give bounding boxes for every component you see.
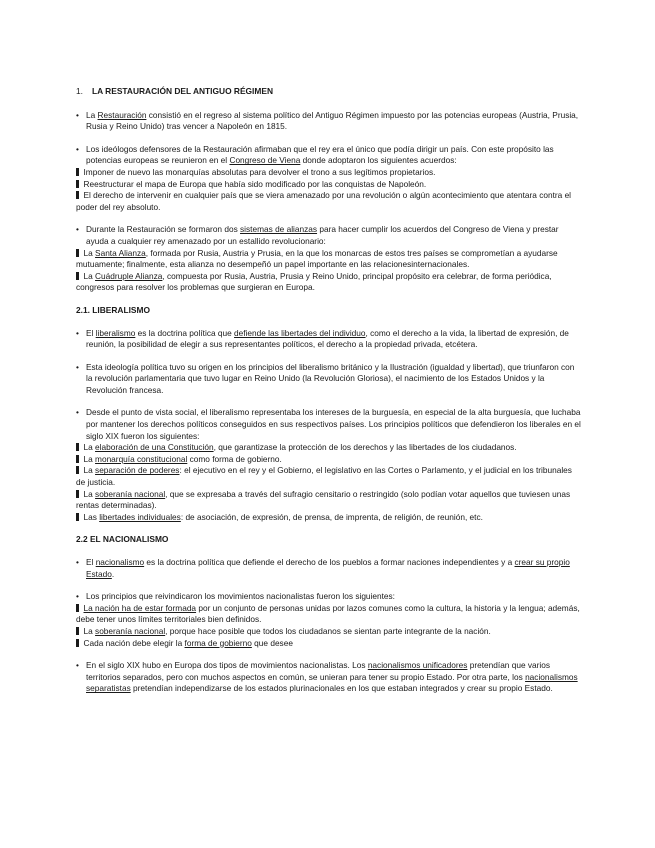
sub-item: La separación de poderes: el ejecutivo en el rey y el Gobierno, el legislativo en las Cortes o Parlamento, y el judicial en los tribunales de justicia. [76, 465, 572, 488]
bullet-origen [76, 362, 583, 397]
section-1-heading [76, 86, 583, 98]
sub-item: La soberanía nacional, porque hace posible que todos los ciudadanos se sientan parte integrante de la nación. [76, 626, 583, 638]
sub-item: La soberanía nacional, que se expresaba a través del sufragio censitario o restringido (solo podían votar aquellos que tuviesen unas rentas determinadas). [76, 488, 571, 511]
marker-icon [76, 639, 79, 647]
sub-item: Cada nación debe elegir la forma de gobierno que desee [76, 638, 583, 650]
term-crear-estado: crear su propio Estado [86, 557, 570, 579]
term-santa-alianza: Santa Alianza [95, 247, 146, 258]
marker-icon [76, 168, 79, 176]
term-unificadores: nacionalismos unificadores [367, 660, 468, 671]
section-2-1-heading: 2.1. LIBERALISMO [76, 304, 150, 315]
sub-item: La Cuádruple Alianza, compuesta por Rusia, Austria, Prusia y Reino Unido, principal propósito era celebrar, de forma periódica, congresos para resolver los problemas que surgieran en Europa. [76, 270, 552, 293]
bullet-text: Durante la Restauración se formaron dos sistemas de alianzas para hacer cumplir los acuerdos del Congreso de Viena y prestar ayuda a cualquier rey amenazado por un estallido revolucionario: [86, 224, 559, 246]
bullet-icon: • [76, 407, 79, 418]
bullet-icon: • [76, 591, 79, 602]
term-soberania-nacional: soberanía nacional [95, 625, 166, 636]
sub-item: La nación ha de estar formada por un conjunto de personas unidas por lazos comunes como la cultura, la historia y la lengua; además, debe tener unos límites territoriales bien definidos. [76, 602, 580, 625]
marker-icon [76, 455, 79, 463]
marker-icon [76, 604, 79, 612]
bullet-icon: • [76, 109, 79, 120]
sub-item: La elaboración de una Constitución, que garantizase la protección de los derechos y las libertades de los ciudadanos. [76, 442, 583, 454]
group-alianzas [76, 224, 583, 294]
bullet-alianzas [76, 224, 583, 247]
section-2-2-heading: 2.2 EL NACIONALISMO [76, 534, 169, 545]
term-restauracion: Restauración [97, 109, 147, 120]
marker-icon [76, 466, 79, 474]
marker-icon [76, 249, 79, 257]
term-nacion-formada: La nación ha de estar formada [83, 602, 197, 613]
marker-icon [76, 191, 79, 199]
bullet-icon: • [76, 361, 79, 372]
bullet-ideologos [76, 144, 583, 167]
marker-icon [76, 627, 79, 635]
term-cuadruple-alianza: Cuádruple Alianza [95, 270, 163, 281]
term-congreso-viena: Congreso de Viena [229, 155, 301, 166]
bullet-liberalismo [76, 328, 583, 351]
bullet-restauracion [76, 110, 583, 133]
term-separacion-poderes: separación de poderes [95, 465, 180, 476]
bullet-text: En el siglo XIX hubo en Europa dos tipos de movimientos nacionalistas. Los nacionalismos unificadores pretendían que varios territorios separados, pero con muchos aspectos en común, se unieran para tener su propio Estado. Por otra parte, los nacionalismos separatistas pretendían independizarse de los estados plurinacionales en los que estaban integrados y crear su propio Estado. [86, 660, 578, 694]
term-constitucion: elaboración de una Constitución [95, 442, 214, 453]
marker-icon [76, 272, 79, 280]
sub-item: Reestructurar el mapa de Europa que había sido modificado por las conquistas de Napoleón. [76, 179, 583, 191]
term-nacionalismo: nacionalismo [95, 557, 145, 567]
term-separatistas: nacionalismos separatistas [86, 671, 578, 694]
term-liberalismo: liberalismo [95, 327, 136, 338]
marker-icon [76, 490, 79, 498]
marker-icon [76, 443, 79, 451]
group-principios-nacionalistas [76, 591, 583, 649]
bullet-text: Desde el punto de vista social, el liberalismo representaba los intereses de la burguesía, en especial de la alta burguesía, que luchaba por mantener los derechos políticos conseguidos en sus respectivos países. Los principios políticos que defendieron los liberales en el siglo XIX fueron los siguientes: [86, 407, 581, 441]
bullet-icon: • [76, 660, 79, 671]
sub-item: Las libertades individuales: de asociación, de expresión, de prensa, de imprenta, de religión, de reunión, etc. [76, 512, 583, 524]
group-principios-liberales [76, 407, 583, 523]
marker-icon [76, 513, 79, 521]
term-libertades-individuales: libertades individuales [99, 511, 181, 522]
bullet-text: El liberalismo es la doctrina política que defiende las libertades del individuo, como el derecho a la vida, la libertad de expresión, de reunión, la posibilidad de elegir a sus representantes políticos, el derecho a la propiedad privada, etcétera. [86, 327, 569, 350]
sub-item: El derecho de intervenir en cualquier país que se viera amenazado por una revolución o algún acontecimiento que atentara contra el poder del rey absoluto. [76, 190, 572, 212]
term-soberania-nacional: soberanía nacional [95, 488, 166, 499]
bullet-tipos-nacionalismo [76, 660, 583, 695]
term-monarquia: monarquía constitucional [95, 453, 188, 464]
bullet-icon: • [76, 224, 79, 235]
bullet-text: Los ideólogos defensores de la Restauración afirmaban que el rey era el único que podía dirigir un país. Con este propósito las potencias europeas se reunieron en el Congreso de Viena donde adoptaron los siguientes acuerdos: [86, 143, 554, 166]
bullet-text: Los principios que reivindicaron los movimientos nacionalistas fueron los siguientes: [86, 591, 395, 602]
bullet-text: La Restauración consistió en el regreso al sistema político del Antiguo Régimen impuesto por las potencias europeas (Austria, Prusia, Rusia y Reino Unido) tras vencer a Napoleón en 1815. [86, 109, 579, 132]
group-congreso [76, 144, 583, 214]
sub-item: La Santa Alianza, formada por Rusia, Austria y Prusia, en la que los monarcas de estos tres países se comprometían a ayudarse mutuamente; finalmente, esta alianza no desempeñó un papel importante en las relacionesinternacionales. [76, 247, 558, 270]
bullet-icon: • [76, 327, 79, 338]
sub-item: Imponer de nuevo las monarquías absolutas para devolver el trono a sus legítimos propietarios. [76, 167, 583, 179]
section-1-number: 1. [76, 86, 83, 96]
marker-icon [76, 180, 79, 188]
bullet-text: Esta ideología política tuvo su origen en los principios del liberalismo británico y la Ilustración (igualdad y libertad), que triunfaron con la revolución parlamentaria que tuvo lugar en Reino Unido (la Revolución Gloriosa), el nacimiento de los Estados Unidos y la Revolución francesa. [86, 361, 575, 395]
section-1-title: LA RESTAURACIÓN DEL ANTIGUO RÉGIMEN [92, 86, 273, 96]
term-libertades-individuo: defiende las libertades del individuo [234, 327, 366, 338]
bullet-text: El nacionalismo es la doctrina política que defiende el derecho de los pueblos a formar naciones independientes y a crear su propio Estado. [86, 557, 570, 579]
bullet-icon: • [76, 557, 79, 567]
term-forma-gobierno: forma de gobierno [184, 637, 252, 648]
bullet-social [76, 407, 583, 442]
sub-item: La monarquía constitucional como forma de gobierno. [76, 454, 583, 466]
bullet-nacionalismo [76, 557, 583, 580]
bullet-principios [76, 591, 583, 603]
term-sistemas-alianzas: sistemas de alianzas [240, 224, 318, 235]
bullet-icon: • [76, 143, 79, 154]
